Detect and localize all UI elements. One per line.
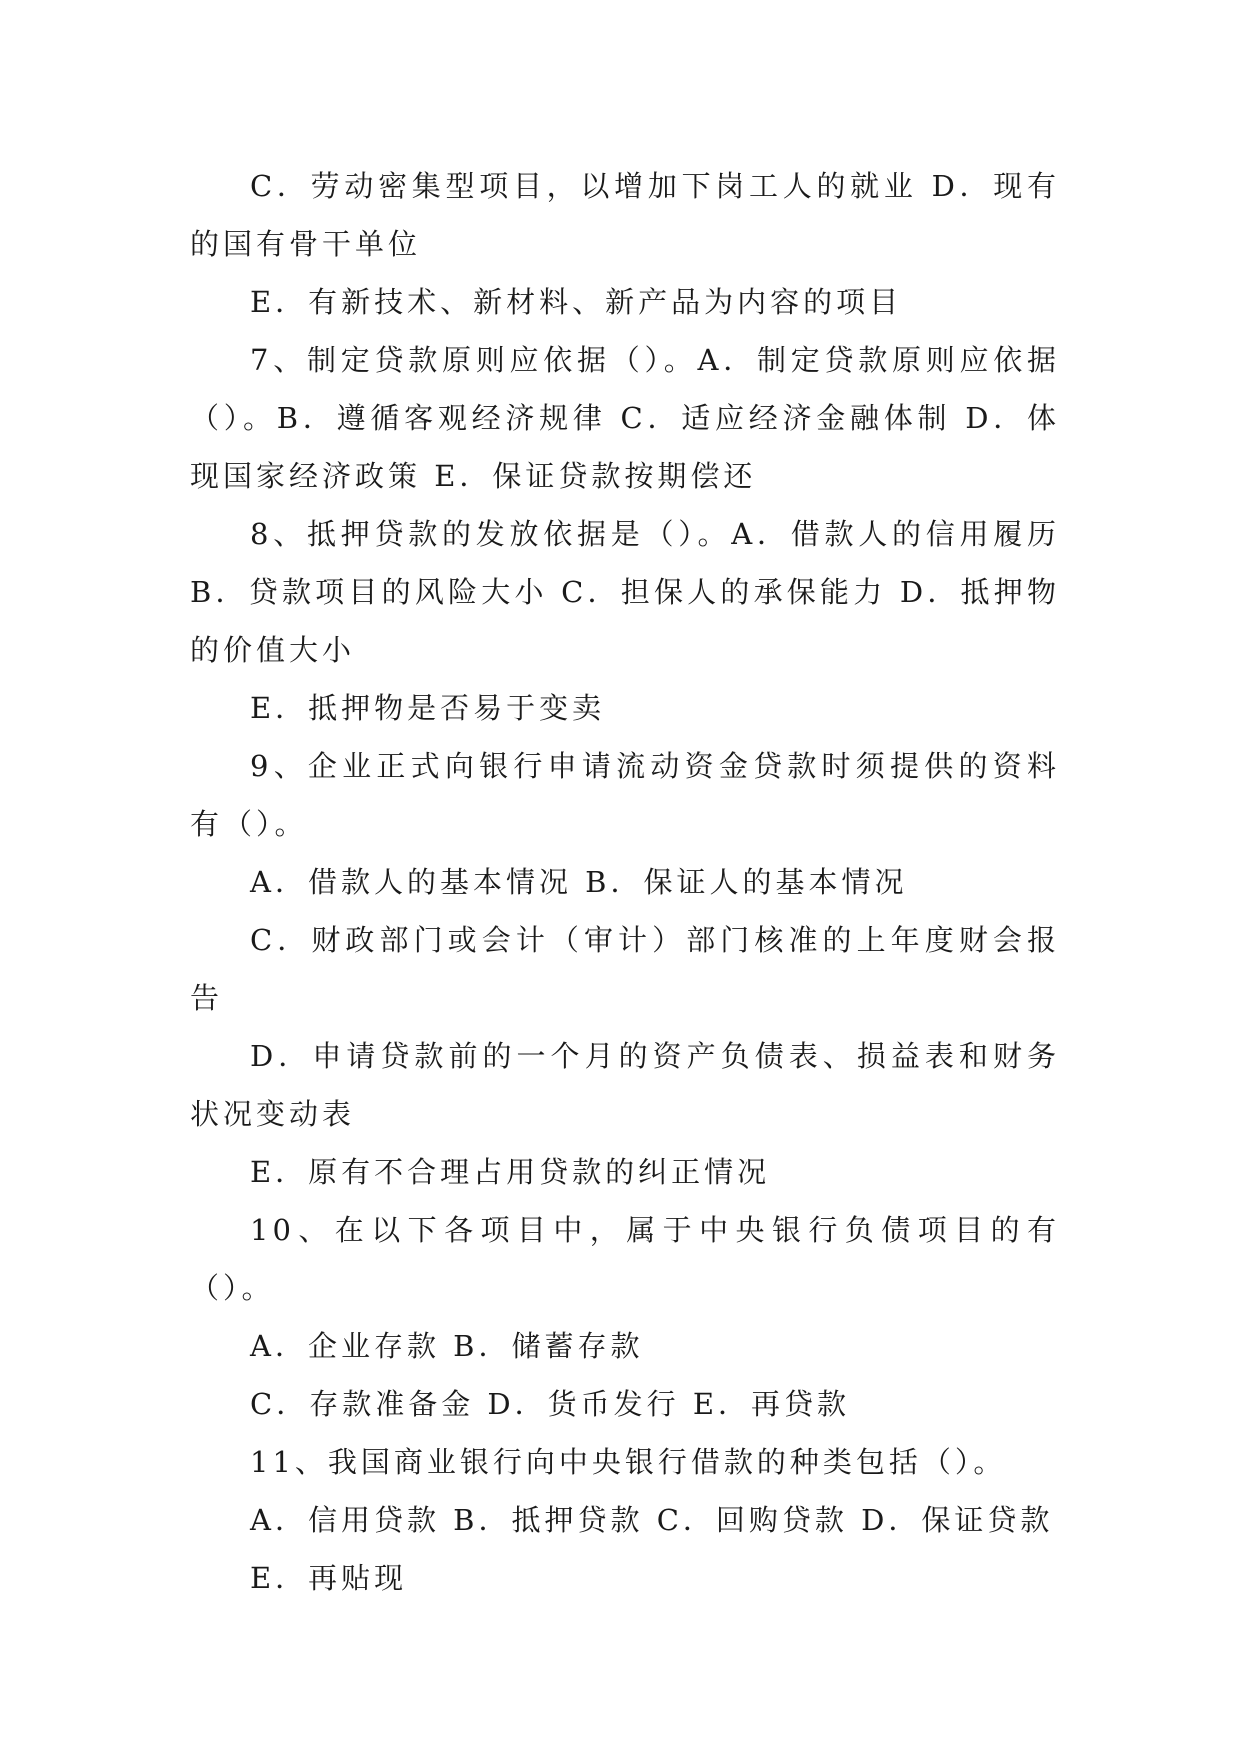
paragraph-question-8-option-e: E．抵押物是否易于变卖 — [250, 691, 606, 725]
paragraph-question-10: 10、在以下各项目中，属于中央银行负债项目的有（）。 — [190, 1213, 1060, 1305]
paragraph-question-7: 7、制定贷款原则应依据（）。A．制定贷款原则应依据（）。B．遵循客观经济规律 C．适应经济金融体制 D．体现国家经济政策 E．保证贷款按期偿还 — [190, 343, 1060, 493]
document-body — [190, 157, 1060, 1607]
paragraph-question-10-options-c-e: C．存款准备金 D．货币发行 E．再贷款 — [250, 1387, 851, 1421]
paragraph-question-11: 11、我国商业银行向中央银行借款的种类包括（）。 — [250, 1445, 1007, 1479]
paragraph-question-8: 8、抵押贷款的发放依据是（）。A．借款人的信用履历 B．贷款项目的风险大小 C．担保人的承保能力 D．抵押物的价值大小 — [190, 517, 1060, 667]
paragraph-question-11-options-a-d: A．信用贷款 B．抵押贷款 C．回购贷款 D．保证贷款 — [250, 1503, 1054, 1537]
paragraph-question-9-option-c: C．财政部门或会计（审计）部门核准的上年度财会报告 — [190, 923, 1060, 1015]
paragraph-question-9-option-e: E．原有不合理占用贷款的纠正情况 — [250, 1155, 771, 1189]
paragraph-option-e: E．有新技术、新材料、新产品为内容的项目 — [250, 285, 903, 319]
paragraph-question-10-options-a-b: A．企业存款 B．储蓄存款 — [250, 1329, 644, 1363]
paragraph-option-c-d: C．劳动密集型项目，以增加下岗工人的就业 D．现有的国有骨干单位 — [190, 169, 1060, 261]
paragraph-question-9-option-d: D．申请贷款前的一个月的资产负债表、损益表和财务状况变动表 — [190, 1039, 1060, 1131]
paragraph-question-9: 9、企业正式向银行申请流动资金贷款时须提供的资料有（）。 — [190, 749, 1060, 841]
paragraph-question-9-options-a-b: A．借款人的基本情况 B．保证人的基本情况 — [250, 865, 908, 899]
paragraph-question-11-option-e: E．再贴现 — [250, 1561, 408, 1595]
